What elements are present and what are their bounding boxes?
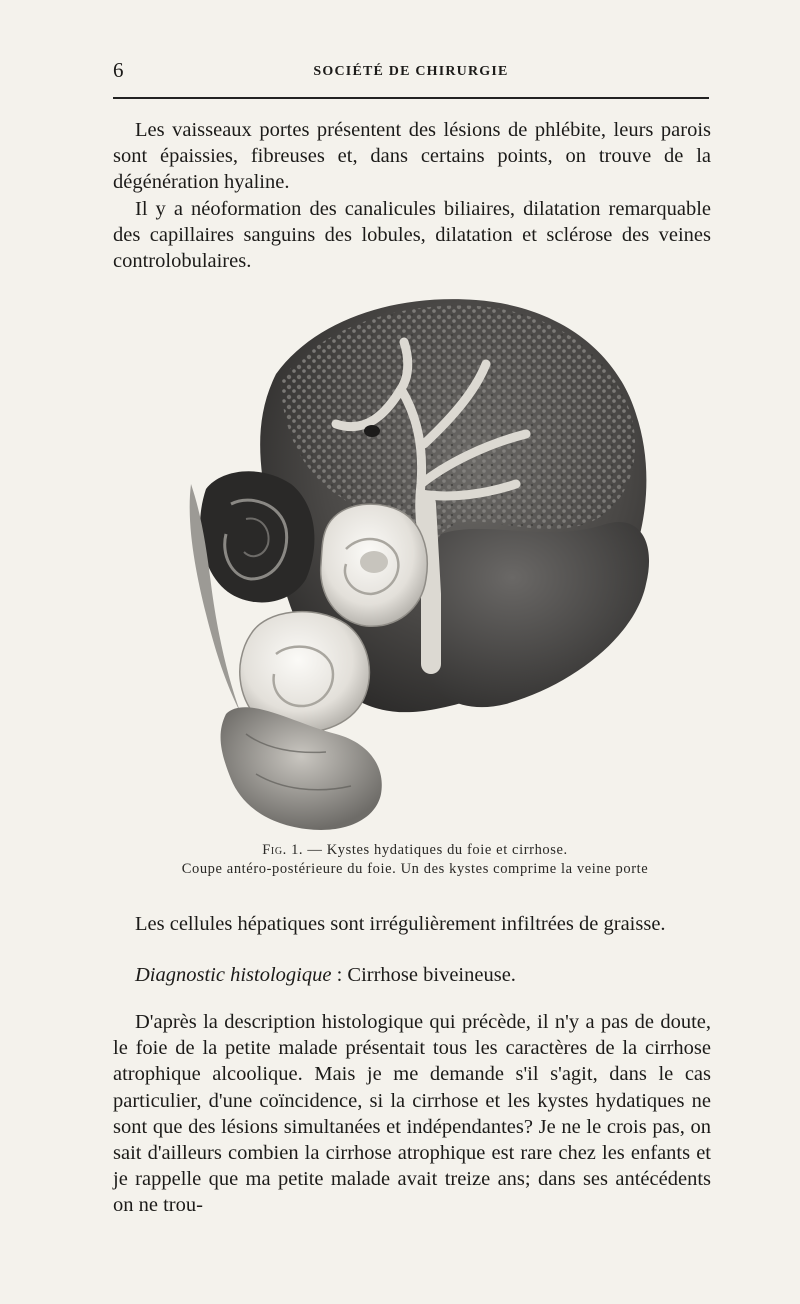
page-header bbox=[113, 58, 709, 88]
liver-cross-section-illustration bbox=[186, 294, 662, 834]
figure-caption-line-1 bbox=[113, 842, 717, 859]
paragraph-diagnosis bbox=[113, 962, 711, 988]
figure-label: Fig. 1. bbox=[262, 842, 304, 858]
paragraph-hepatic-cells: Les cellules hépatiques sont irrégulièrement infiltrées de graisse. bbox=[135, 913, 666, 935]
page-number: 6 bbox=[113, 58, 124, 82]
paragraph-discussion: D'après la description histologique qui précède, il n'y a pas de doute, le foie de la petite malade présentait tous les caractères de la cirrhose atrophique alcoolique. Mais je me demande s'il s'agit, dans le cas particulier, d'une coïncidence, si la cirrhose et les kystes hydatiques ne sont que des lésions simultanées et indépendantes? Je ne le crois pas, on sait d'ailleurs combien la cirrhose atrophique est rare chez les enfants et je rappelle que ma petite malade avait treize ans; dans ses antécédents on ne trou- bbox=[113, 1011, 711, 1217]
lower-lobulated-mass bbox=[221, 707, 382, 830]
paragraph-neoformation: Il y a néoformation des canalicules biliaires, dilatation remarquable des capillaires sanguins des lobules, dilatation et sclérose des veines controlobulaires. bbox=[113, 198, 711, 273]
figure-title: — Kystes hydatiques du foie et cirrhose. bbox=[303, 842, 568, 858]
figure-caption-line-2: Coupe antéro-postérieure du foie. Un des kystes comprime la veine porte bbox=[181, 861, 649, 877]
running-title: SOCIÉTÉ DE CHIRURGIE bbox=[313, 64, 509, 79]
diagnosis-text: : Cirrhose biveineuse. bbox=[331, 964, 516, 986]
dark-cyst bbox=[200, 471, 314, 602]
paragraph-portal-vessels: Les vaisseaux portes présentent des lésions de phlébite, leurs parois sont épaissies, fibreuses et, dans certains points, on trouve de la dégénération hyaline. bbox=[113, 119, 711, 194]
diagnosis-label: Diagnostic histologique bbox=[135, 964, 332, 986]
lower-lobe bbox=[421, 522, 649, 707]
header-rule bbox=[113, 97, 709, 99]
